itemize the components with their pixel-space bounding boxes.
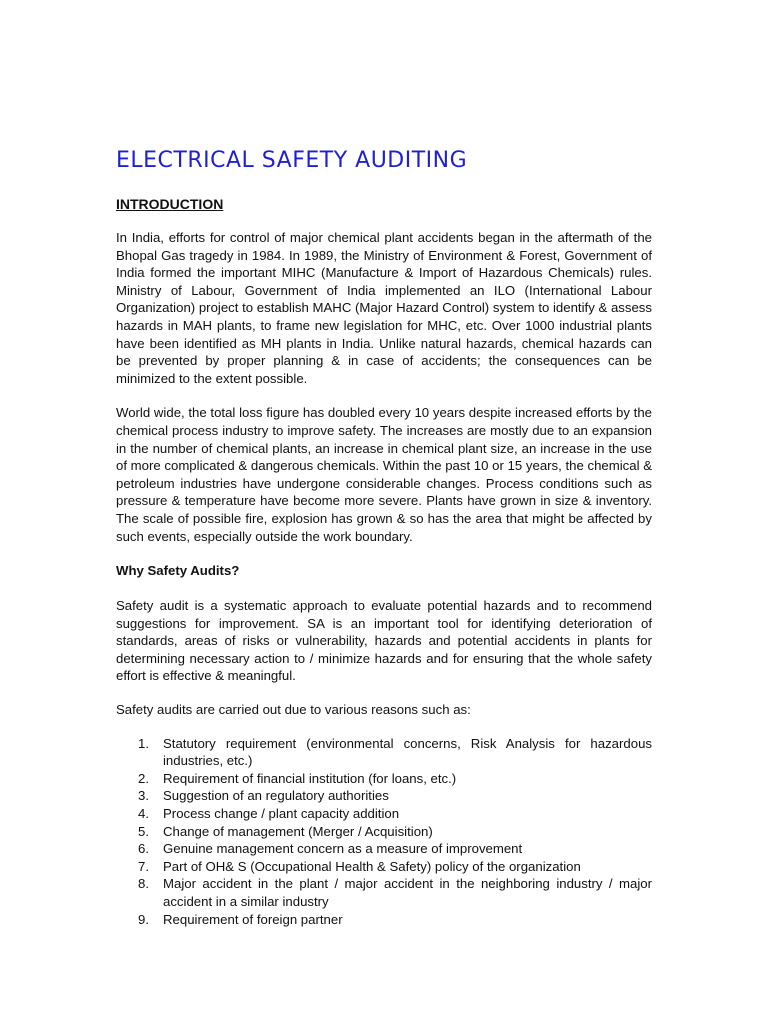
reasons-intro: Safety audits are carried out due to various reasons such as:	[116, 702, 471, 718]
list-item	[116, 787, 652, 805]
intro-paragraph-1: In India, efforts for control of major chemical plant accidents began in the aftermath of the Bhopal Gas tragedy in 1984. In 1989, the Ministry of Environment & Forest, Government of India formed the important MIHC (Manufacture & Import of Hazardous Chemicals) rules. Ministry of Labour, Government of India implemented an ILO (International Labour Organization) project to establish MAHC (Major Hazard Control) system to identify & assess hazards in MAH plants, to frame new legislation for MHC, etc. Over 1000 industrial plants have been identified as MH plants in India. Unlike natural hazards, chemical hazards can be prevented by proper planning & in case of accidents; the consequences can be minimized to the extent possible.	[116, 230, 652, 386]
list-item	[116, 735, 652, 770]
list-item	[116, 770, 652, 788]
list-item-text: Requirement of foreign partner	[163, 911, 343, 927]
document-page	[116, 146, 652, 928]
list-item-text: Statutory requirement (environmental concerns, Risk Analysis for hazardous industries, etc.)	[163, 735, 652, 769]
list-item-text: Major accident in the plant / major accident in the neighboring industry / major accident in a similar industry	[163, 876, 652, 909]
list-item-number: 4.	[138, 806, 149, 822]
list-item-text: Process change / plant capacity addition	[163, 806, 400, 822]
list-item-number: 7.	[138, 858, 149, 874]
list-item	[116, 875, 652, 910]
list-item-number: 3.	[138, 788, 149, 804]
list-item	[116, 840, 652, 858]
list-item-text: Part of OH& S (Occupational Health & Safety) policy of the organization	[163, 858, 581, 874]
list-item	[116, 805, 652, 823]
intro-paragraph-2: World wide, the total loss figure has doubled every 10 years despite increased efforts by the chemical process industry to improve safety. The increases are mostly due to an expansion in the number of chemical plants, an increase in chemical plant size, an increase in the use of more complicated & dangerous chemicals. Within the past 10 or 15 years, the chemical & petroleum industries have undergone considerable changes. Process conditions such as pressure & temperature have become more severe. Plants have grown in size & inventory. The scale of possible fire, explosion has grown & so has the area that might be affected by such events, especially outside the work boundary.	[116, 405, 652, 544]
list-item-number: 1.	[138, 735, 149, 751]
list-item-text: Requirement of financial institution (for loans, etc.)	[163, 770, 457, 786]
list-item-number: 2.	[138, 770, 149, 786]
document-title: ELECTRICAL SAFETY AUDITING	[116, 148, 468, 173]
list-item-text: Suggestion of an regulatory authorities	[163, 788, 389, 804]
why-paragraph: Safety audit is a systematic approach to evaluate potential hazards and to recommend suggestions for improvement. SA is an important tool for identifying deterioration of standards, areas of risks or vulnerability, hazards and potential accidents in plants for determining necessary action to / minimize hazards and for ensuring that the whole safety effort is effective & meaningful.	[116, 598, 652, 684]
list-item-number: 6.	[138, 841, 149, 857]
list-item-text: Genuine management concern as a measure of improvement	[163, 841, 523, 857]
list-item	[116, 823, 652, 841]
list-item-text: Change of management (Merger / Acquisition)	[163, 823, 433, 839]
list-item	[116, 858, 652, 876]
list-item-number: 9.	[138, 911, 149, 927]
list-item	[116, 911, 652, 929]
section-heading: INTRODUCTION	[116, 196, 224, 212]
reasons-list	[116, 735, 652, 929]
list-item-number: 5.	[138, 823, 149, 839]
subheading-why-safety-audits: Why Safety Audits?	[116, 563, 240, 579]
list-item-number: 8.	[138, 876, 149, 892]
